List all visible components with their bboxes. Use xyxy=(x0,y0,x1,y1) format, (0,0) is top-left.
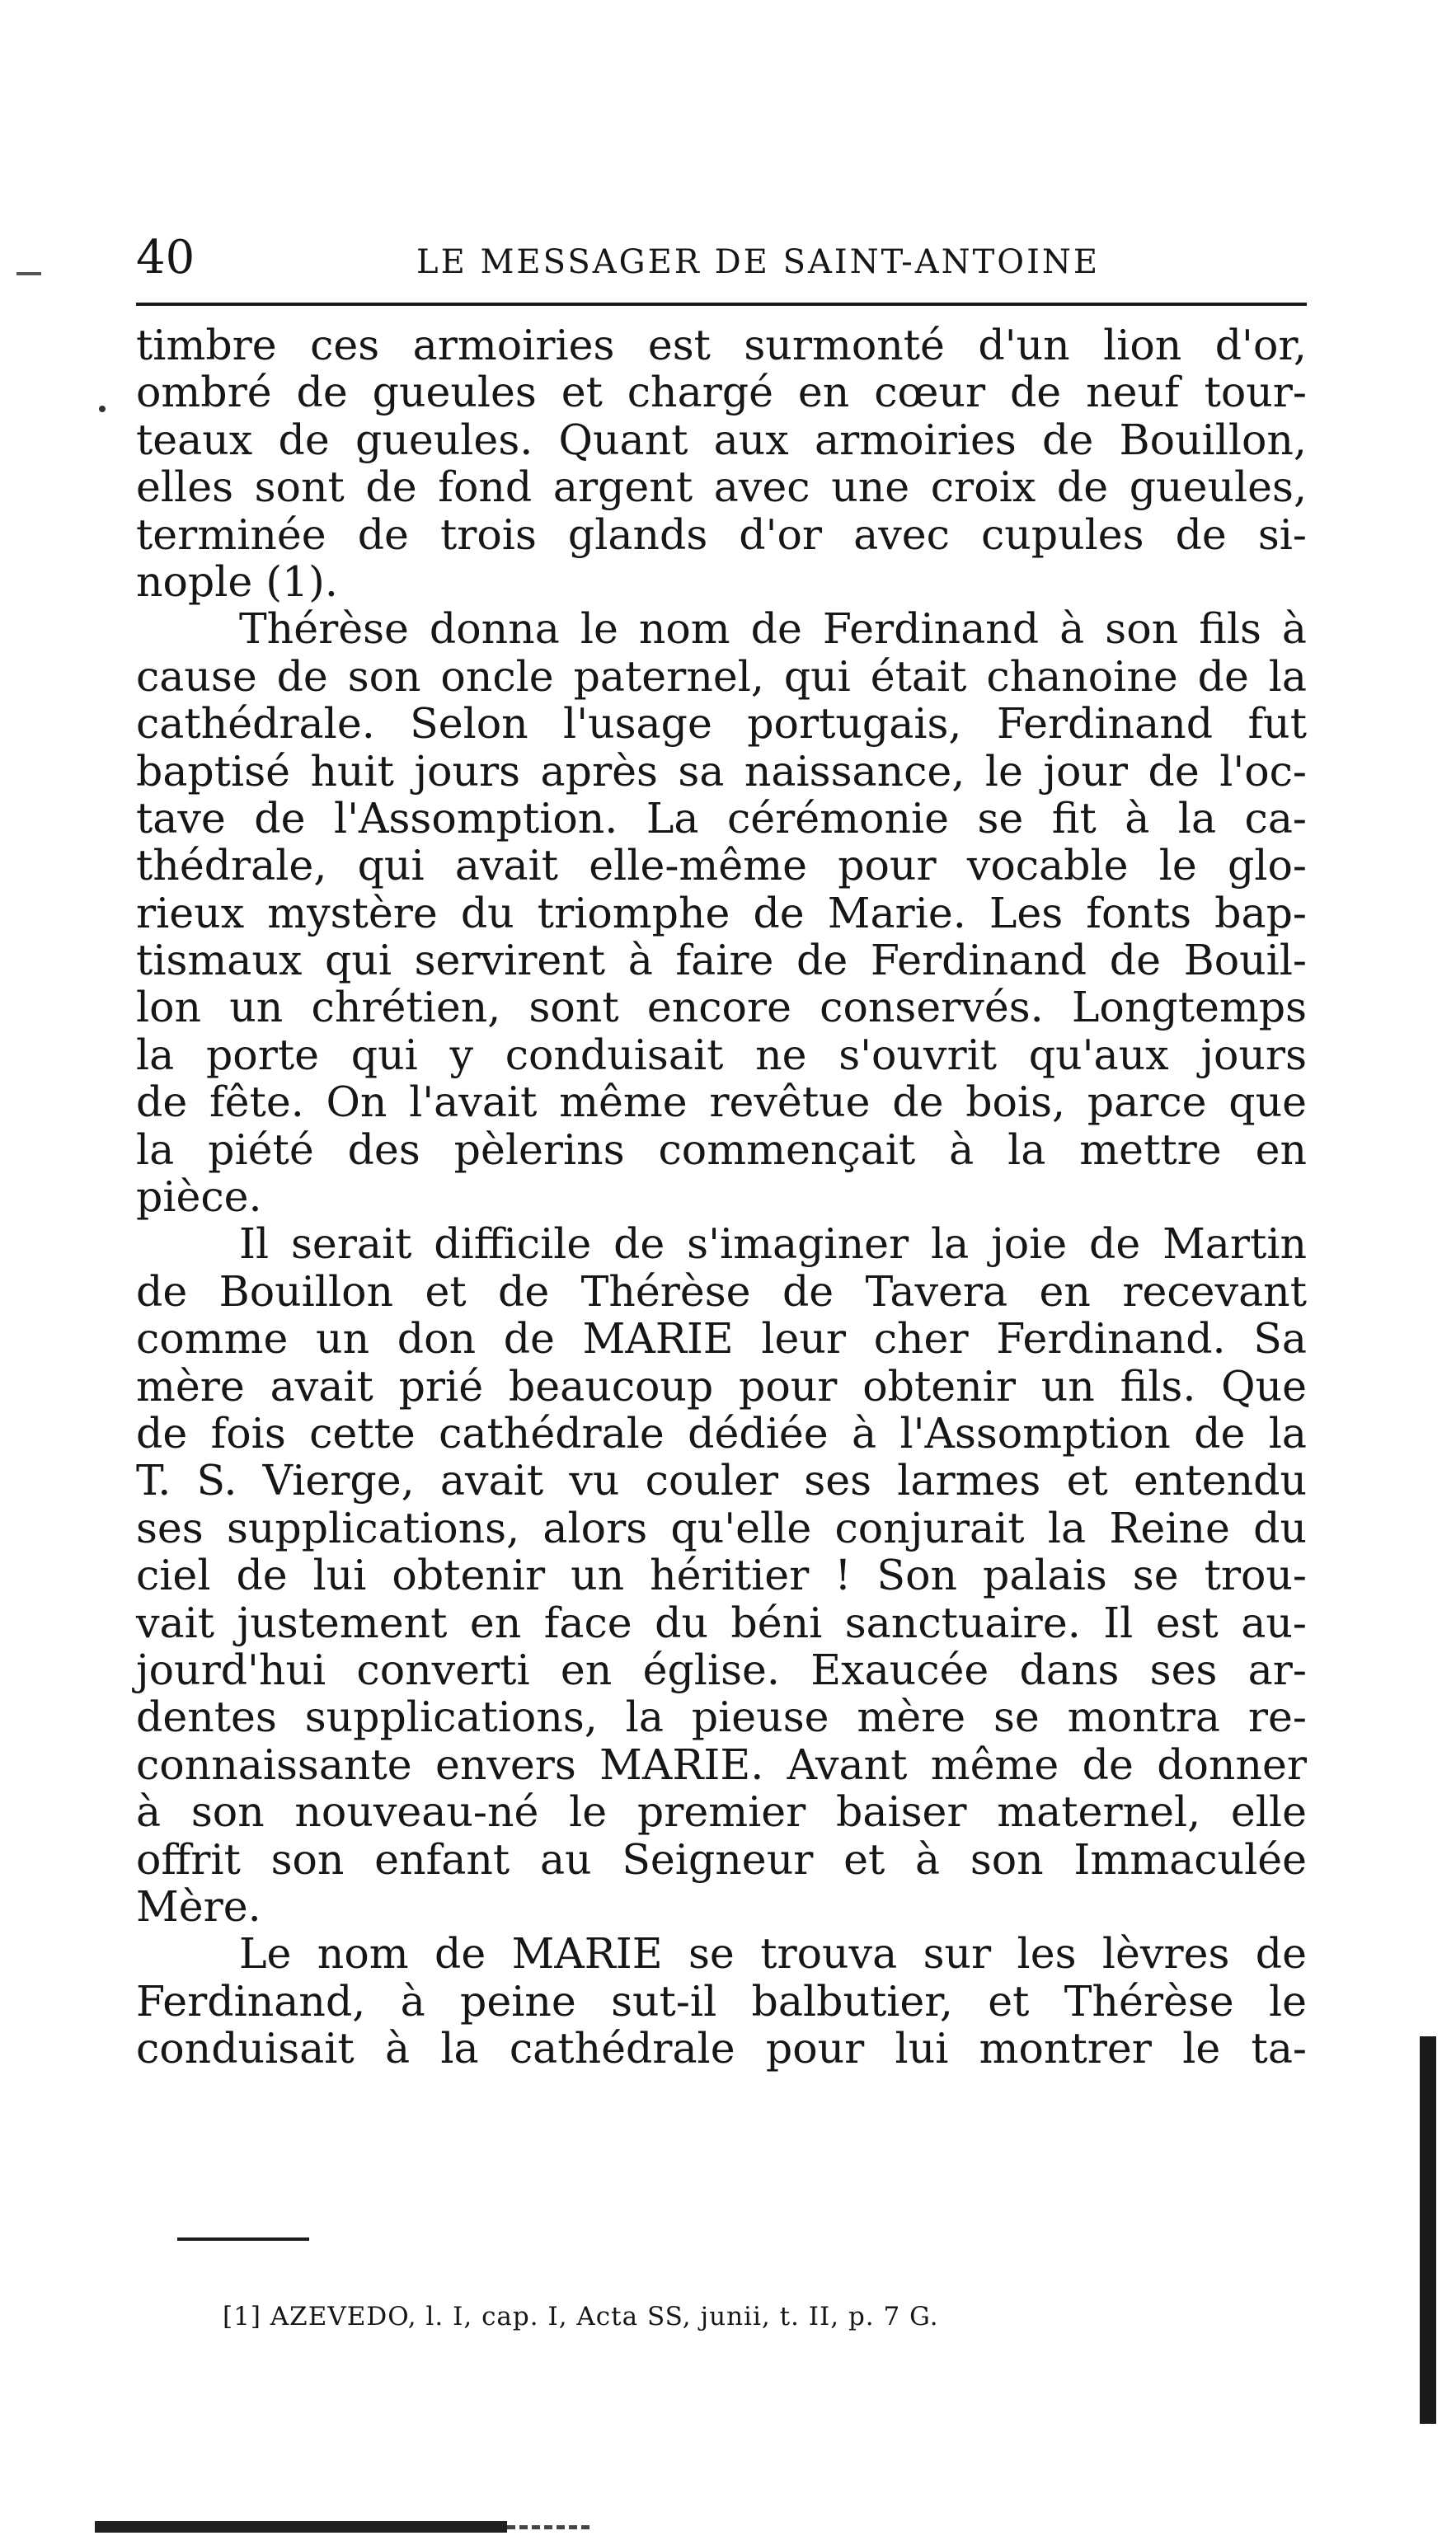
page-number: 40 xyxy=(136,231,195,284)
text-line: rieux mystère du triomphe de Marie. Les fonts bap- xyxy=(136,888,1307,937)
text-line: elles sont de fond argent avec une croix de gueules, xyxy=(136,463,1307,512)
text-line: ciel de lui obtenir un héritier ! Son palais se trou- xyxy=(136,1551,1307,1600)
paragraph-3 xyxy=(136,1220,1307,1930)
paragraph-4 xyxy=(136,1930,1307,2072)
text-line: Thérèse donna le nom de Ferdinand à son fils à xyxy=(239,604,1307,654)
text-line: ombré de gueules et chargé en cœur de neuf tour- xyxy=(136,368,1307,417)
scan-bottom-dashes xyxy=(507,2525,589,2533)
text-line: jourd'hui converti en église. Exaucée dans ses ar- xyxy=(136,1645,1307,1694)
scan-speck xyxy=(99,406,106,412)
text-line: de fête. On l'avait même revêtue de bois, parce que xyxy=(136,1078,1307,1127)
text-line: thédrale, qui avait elle-même pour vocable le glo- xyxy=(136,841,1307,890)
text-line: mère avait prié beaucoup pour obtenir un fils. Que xyxy=(136,1361,1307,1411)
text-line: dentes supplications, la pieuse mère se montra re- xyxy=(136,1693,1307,1742)
text-line: de Bouillon et de Thérèse de Tavera en recevant xyxy=(136,1266,1307,1316)
text-line: nople (1). xyxy=(136,556,338,606)
text-line: cathédrale. Selon l'usage portugais, Ferdinand fut xyxy=(136,699,1307,749)
text-line: la piété des pèlerins commençait à la mettre en xyxy=(136,1125,1307,1174)
text-line: comme un don de MARIE leur cher Ferdinand. Sa xyxy=(136,1314,1307,1364)
text-line: ses supplications, alors qu'elle conjurait la Reine du xyxy=(136,1503,1307,1552)
text-line: teaux de gueules. Quant aux armoiries de Bouillon, xyxy=(136,415,1307,464)
text-line: baptisé huit jours après sa naissance, le jour de l'oc- xyxy=(136,746,1307,796)
text-line: connaissante envers MARIE. Avant même de donner xyxy=(136,1740,1307,1789)
header-divider xyxy=(136,303,1307,306)
scan-bottom-bar xyxy=(95,2521,507,2533)
text-line: conduisait à la cathédrale pour lui montrer le ta- xyxy=(136,2024,1307,2073)
text-line: pièce. xyxy=(136,1172,262,1222)
text-line: la porte qui y conduisait ne s'ouvrit qu'aux jours xyxy=(136,1030,1307,1079)
scan-margin-bar xyxy=(1420,2036,1436,2424)
text-line: Il serait difficile de s'imaginer la joie de Martin xyxy=(239,1219,1307,1269)
running-head xyxy=(136,229,1307,295)
paragraph-1 xyxy=(136,322,1307,605)
text-line: lon un chrétien, sont encore conservés. Longtemps xyxy=(136,983,1307,1032)
scan-edge-mark xyxy=(16,272,41,275)
text-line: tave de l'Assomption. La cérémonie se fit à la ca- xyxy=(136,793,1307,843)
text-line: vait justement en face du béni sanctuaire. Il est au- xyxy=(136,1598,1307,1647)
text-line: Ferdinand, à peine sut-il balbutier, et Thérèse le xyxy=(136,1976,1307,2026)
body-text xyxy=(136,322,1307,2072)
footnote: [1] AZEVEDO, l. I, cap. I, Acta SS, junii, t. II, p. 7 G. xyxy=(223,2302,939,2331)
paragraph-2 xyxy=(136,605,1307,1220)
text-line: timbre ces armoiries est surmonté d'un lion d'or, xyxy=(136,321,1307,369)
text-line: Le nom de MARIE se trouva sur les lèvres de xyxy=(239,1929,1307,1979)
text-line: à son nouveau-né le premier baiser maternel, elle xyxy=(136,1787,1307,1837)
text-line: terminée de trois glands d'or avec cupules de si- xyxy=(136,509,1307,559)
text-line: T. S. Vierge, avait vu couler ses larmes et entendu xyxy=(136,1456,1307,1505)
text-line: Mère. xyxy=(136,1881,261,1931)
text-line: offrit son enfant au Seigneur et à son Immaculée xyxy=(136,1834,1307,1884)
text-line: tismaux qui servirent à faire de Ferdinand de Bouil- xyxy=(136,936,1307,985)
footnote-divider xyxy=(177,2237,309,2241)
running-title: LE MESSAGER DE SAINT-ANTOINE xyxy=(416,243,1101,281)
text-line: de fois cette cathédrale dédiée à l'Assomption de la xyxy=(136,1408,1307,1458)
text-line: cause de son oncle paternel, qui était chanoine de la xyxy=(136,651,1307,701)
